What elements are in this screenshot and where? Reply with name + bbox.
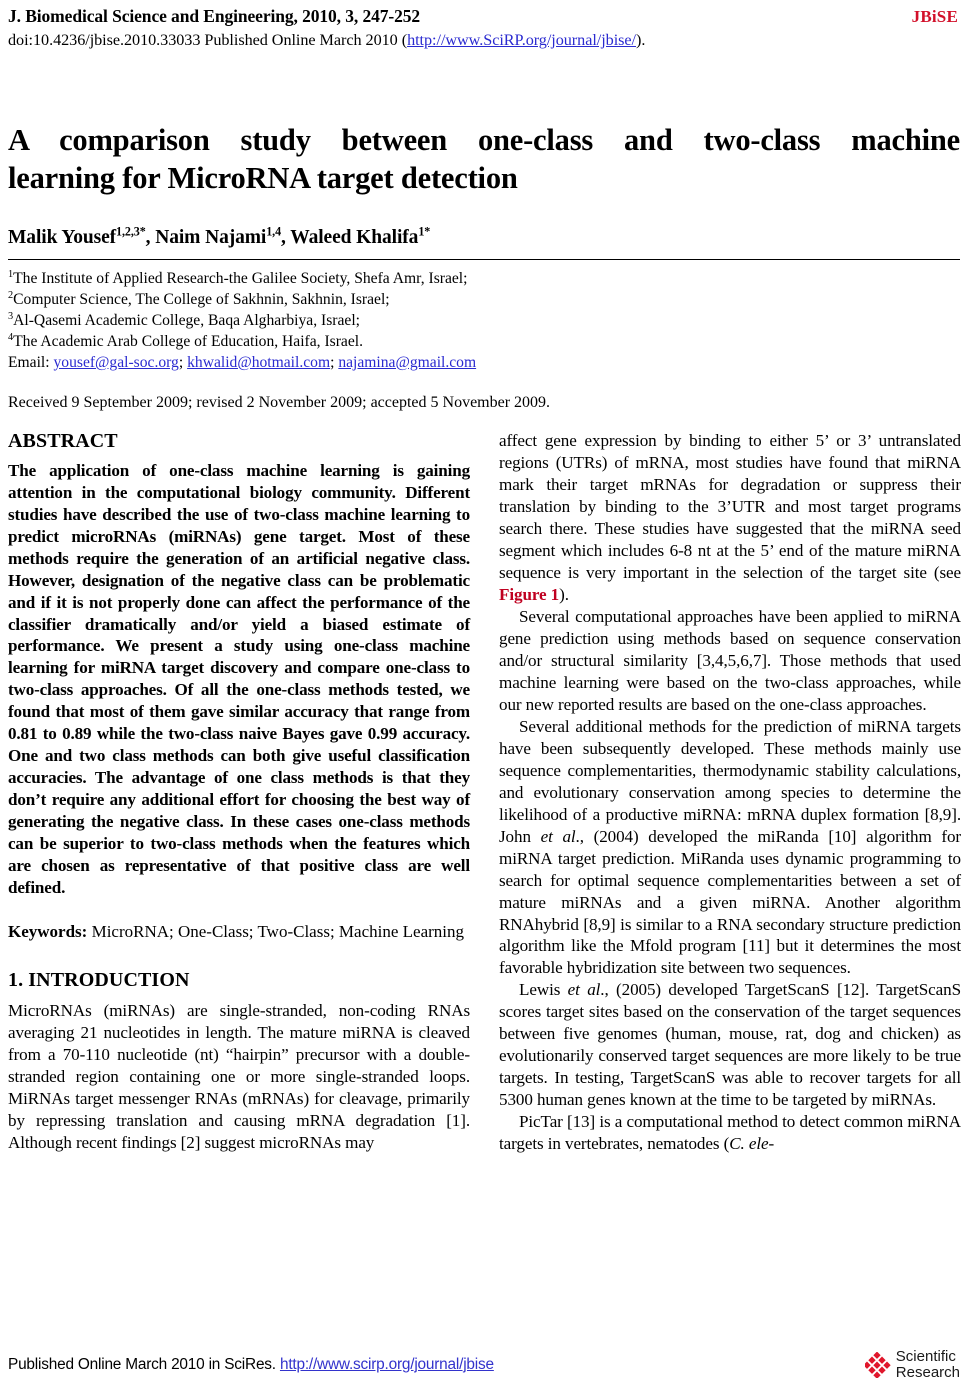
affiliation-4-marker: 4 xyxy=(8,331,14,343)
affiliation-4 xyxy=(8,332,960,353)
keywords-values: MicroRNA; One-Class; Two-Class; Machine Learning xyxy=(87,921,465,941)
intro-paragraph-3 xyxy=(499,716,961,980)
footer-text-prefix: Published Online March 2010 in SciRes. xyxy=(8,1355,280,1373)
intro-p1-tail: ). xyxy=(559,584,569,604)
affiliation-2-marker: 2 xyxy=(8,289,14,301)
doi-text: doi:10.4236/jbise.2010.33033 Published Online March 2010 ( xyxy=(8,31,408,49)
affiliation-2-text: Computer Science, The College of Sakhnin, Sakhnin, Israel; xyxy=(13,290,390,308)
email-label: Email: xyxy=(8,353,54,371)
footer-journal-link[interactable]: http://www.scirp.org/journal/jbise xyxy=(279,1355,494,1373)
email-link-1[interactable]: yousef@gal-soc.org xyxy=(53,353,179,371)
keywords-label: Keywords: xyxy=(8,921,88,941)
introduction-heading: 1. INTRODUCTION xyxy=(8,968,190,991)
masthead xyxy=(8,0,960,50)
author-1-affiliation-marker: 1,2,3* xyxy=(116,224,146,239)
figure-1-reference[interactable]: Figure 1 xyxy=(499,584,560,604)
intro-p1-continuation: affect gene expression by binding to either 5’ or 3’ untranslated regions (UTRs) of mRNA, most studies have found that miRNA mark their target mRNAs for degradation or suppress their translation by binding to the 3’UTR and most target programs search there. These studies have suggested that the miRNA seed segment which includes 6-8 nt at the 5’ end of the mature miRNA sequence is very important in the selection of the target site (see xyxy=(499,430,961,582)
masthead-top-row xyxy=(8,6,960,27)
paper-title-line-2: learning for MicroRNA target detection xyxy=(8,160,518,195)
page-footer xyxy=(8,1349,960,1380)
scientific-research-wordmark xyxy=(896,1349,960,1380)
email-link-2[interactable]: khwalid@hotmail.com xyxy=(187,353,331,371)
right-column xyxy=(499,430,961,1155)
intro-paragraph-4 xyxy=(499,979,961,1111)
received-dates: Received 9 September 2009; revised 2 November 2009; accepted 5 November 2009. xyxy=(8,393,551,411)
intro-p4-et-al: et al xyxy=(567,980,601,1000)
doi-url-link[interactable]: http://www.SciRP.org/journal/jbise/ xyxy=(407,31,636,49)
intro-paragraph-5 xyxy=(499,1111,961,1155)
intro-p3-part-a: Several additional methods for the prediction of miRNA targets have been subsequently developed. These methods mainly use sequence complementarities, thermodynamic stability calculations, and evolutionary conservation among species to determine the likelihood of a productive miRNA: mRNA duplex formation [8,9]. John xyxy=(499,716,961,846)
email-separator-1: ; xyxy=(178,353,188,371)
intro-p4-part-b: ., (2005) developed TargetScanS [12]. TargetScanS scores target sites based on the conservation of the target sequences between five genomes (human, mouse, rat, dog and chicken) as evolutionarily conserved target sequences are more likely to be true targets. In testing, TargetScanS was able to recover targets for all 5300 human genes known at the time to be targeted by miRNAs. xyxy=(499,980,962,1110)
intro-p4-part-a: Lewis xyxy=(519,980,568,1000)
author-2-affiliation-marker: 1,4 xyxy=(266,224,282,239)
author-1-name: Malik Yousef xyxy=(8,227,117,248)
footer-publication-line xyxy=(8,1356,494,1374)
diamond-grid-icon xyxy=(865,1352,891,1378)
intro-p3-part-b: ., (2004) developed the miRanda [10] algorithm for miRNA target prediction. MiRanda uses dynamic programming to search for optimal sequence complementarities between a set of mature miRNAs and a given miRNA. Another algorithm RNAhybrid [8,9] is similar to a RNA secondary structure prediction algorithm like the Mfold program [11] but it determines the most favorable hybridization site between two sequences. xyxy=(499,826,962,978)
author-2-name: Naim Najami xyxy=(155,227,267,248)
author-3-affiliation-marker: 1* xyxy=(418,224,431,239)
intro-paragraph-2: Several computational approaches have been applied to miRNA gene prediction using methods based on sequence conservation and/or structural similarity [3,4,5,6,7]. Those methods that used machine learning were based on the two-class approaches, while our new reported results are based on the one-class approaches. xyxy=(499,606,961,714)
email-line xyxy=(8,353,960,374)
email-separator-2: ; xyxy=(330,353,339,371)
author-separator-1: , xyxy=(145,227,156,248)
affiliation-4-text: The Academic Arab College of Education, Haifa, Israel. xyxy=(13,332,363,350)
paper-title-line-1: A comparison study between one-class and two-class machine xyxy=(8,123,960,157)
doi-line xyxy=(8,31,960,50)
affiliation-3-marker: 3 xyxy=(8,310,14,322)
logo-line-1: Scientific xyxy=(895,1348,956,1366)
abstract-heading: ABSTRACT xyxy=(8,429,118,452)
affiliation-1 xyxy=(8,269,960,290)
two-column-body xyxy=(8,430,960,1155)
affiliation-1-marker: 1 xyxy=(8,268,14,280)
author-separator-2: , xyxy=(281,227,291,248)
scientific-research-logo xyxy=(865,1349,960,1380)
left-column xyxy=(8,430,470,1155)
intro-paragraph-1-left: MicroRNAs (miRNAs) are single-stranded, non-coding RNAs averaging 21 nucleotides in length. The mature miRNA is cleaved from a 70-110 nucleotide (nt) “hairpin” precursor with a double-stranded region containing one or more single-stranded loops. MiRNAs target messenger RNAs (mRNAs) for cleavage, primarily by repressing translation and causing mRNA degradation [1]. Although recent findings [2] suggest microRNAs may xyxy=(8,1000,470,1152)
doi-suffix: ). xyxy=(636,31,646,49)
author-list xyxy=(8,224,960,249)
affiliations-block xyxy=(8,269,960,374)
affiliation-1-text: The Institute of Applied Research-the Galilee Society, Shefa Amr, Israel; xyxy=(13,270,468,287)
intro-p5-part-a: PicTar [13] is a computational method to detect common miRNA targets in vertebrates, nematodes ( xyxy=(499,1112,961,1154)
intro-p5-species: C. ele- xyxy=(729,1134,775,1154)
paper-title xyxy=(8,122,960,197)
logo-line-2: Research xyxy=(895,1363,960,1381)
affiliation-3 xyxy=(8,311,960,332)
affiliation-3-text: Al-Qasemi Academic College, Baqa Algharbiya, Israel; xyxy=(13,311,360,329)
abstract-text: The application of one-class machine learning is gaining attention in the computational biology community. Different studies have described the use of two-class machine learning to predict microRNAs (miRNAs) gene target. Most of these methods require the generation of an artificial negative class. However, designation of the negative class can be problematic and if it is not properly done can affect the performance of the classifier dramatically and/or yield a biased estimate of performance. We present a study using one-class machine learning for miRNA target discovery and compare one-class to two-class approaches. Of all the one-class methods tested, we found that most of them gave similar accuracy that range from 0.81 to 0.89 while the two-class naive Bayes gave 0.99 accuracy. One and two class methods can both give useful classification accuracies. The advantage of one class methods is that they don’t require any additional effort for choosing the best way of generating the negative class. In these cases one-class methods can be superior to two-class methods when the features which are chosen as representative of that positive class are well defined. xyxy=(8,460,470,897)
keywords-line xyxy=(8,921,470,943)
intro-paragraph-1-right xyxy=(499,430,961,606)
author-3-name: Waleed Khalifa xyxy=(290,227,419,248)
journal-reference: J. Biomedical Science and Engineering, 2010, 3, 247-252 xyxy=(8,6,421,26)
email-link-3[interactable]: najamina@gmail.com xyxy=(338,353,477,371)
intro-p3-et-al: et al xyxy=(540,826,576,846)
affiliation-2 xyxy=(8,290,960,311)
header-divider xyxy=(8,259,960,260)
jbise-logo: JBiSE xyxy=(911,7,958,26)
